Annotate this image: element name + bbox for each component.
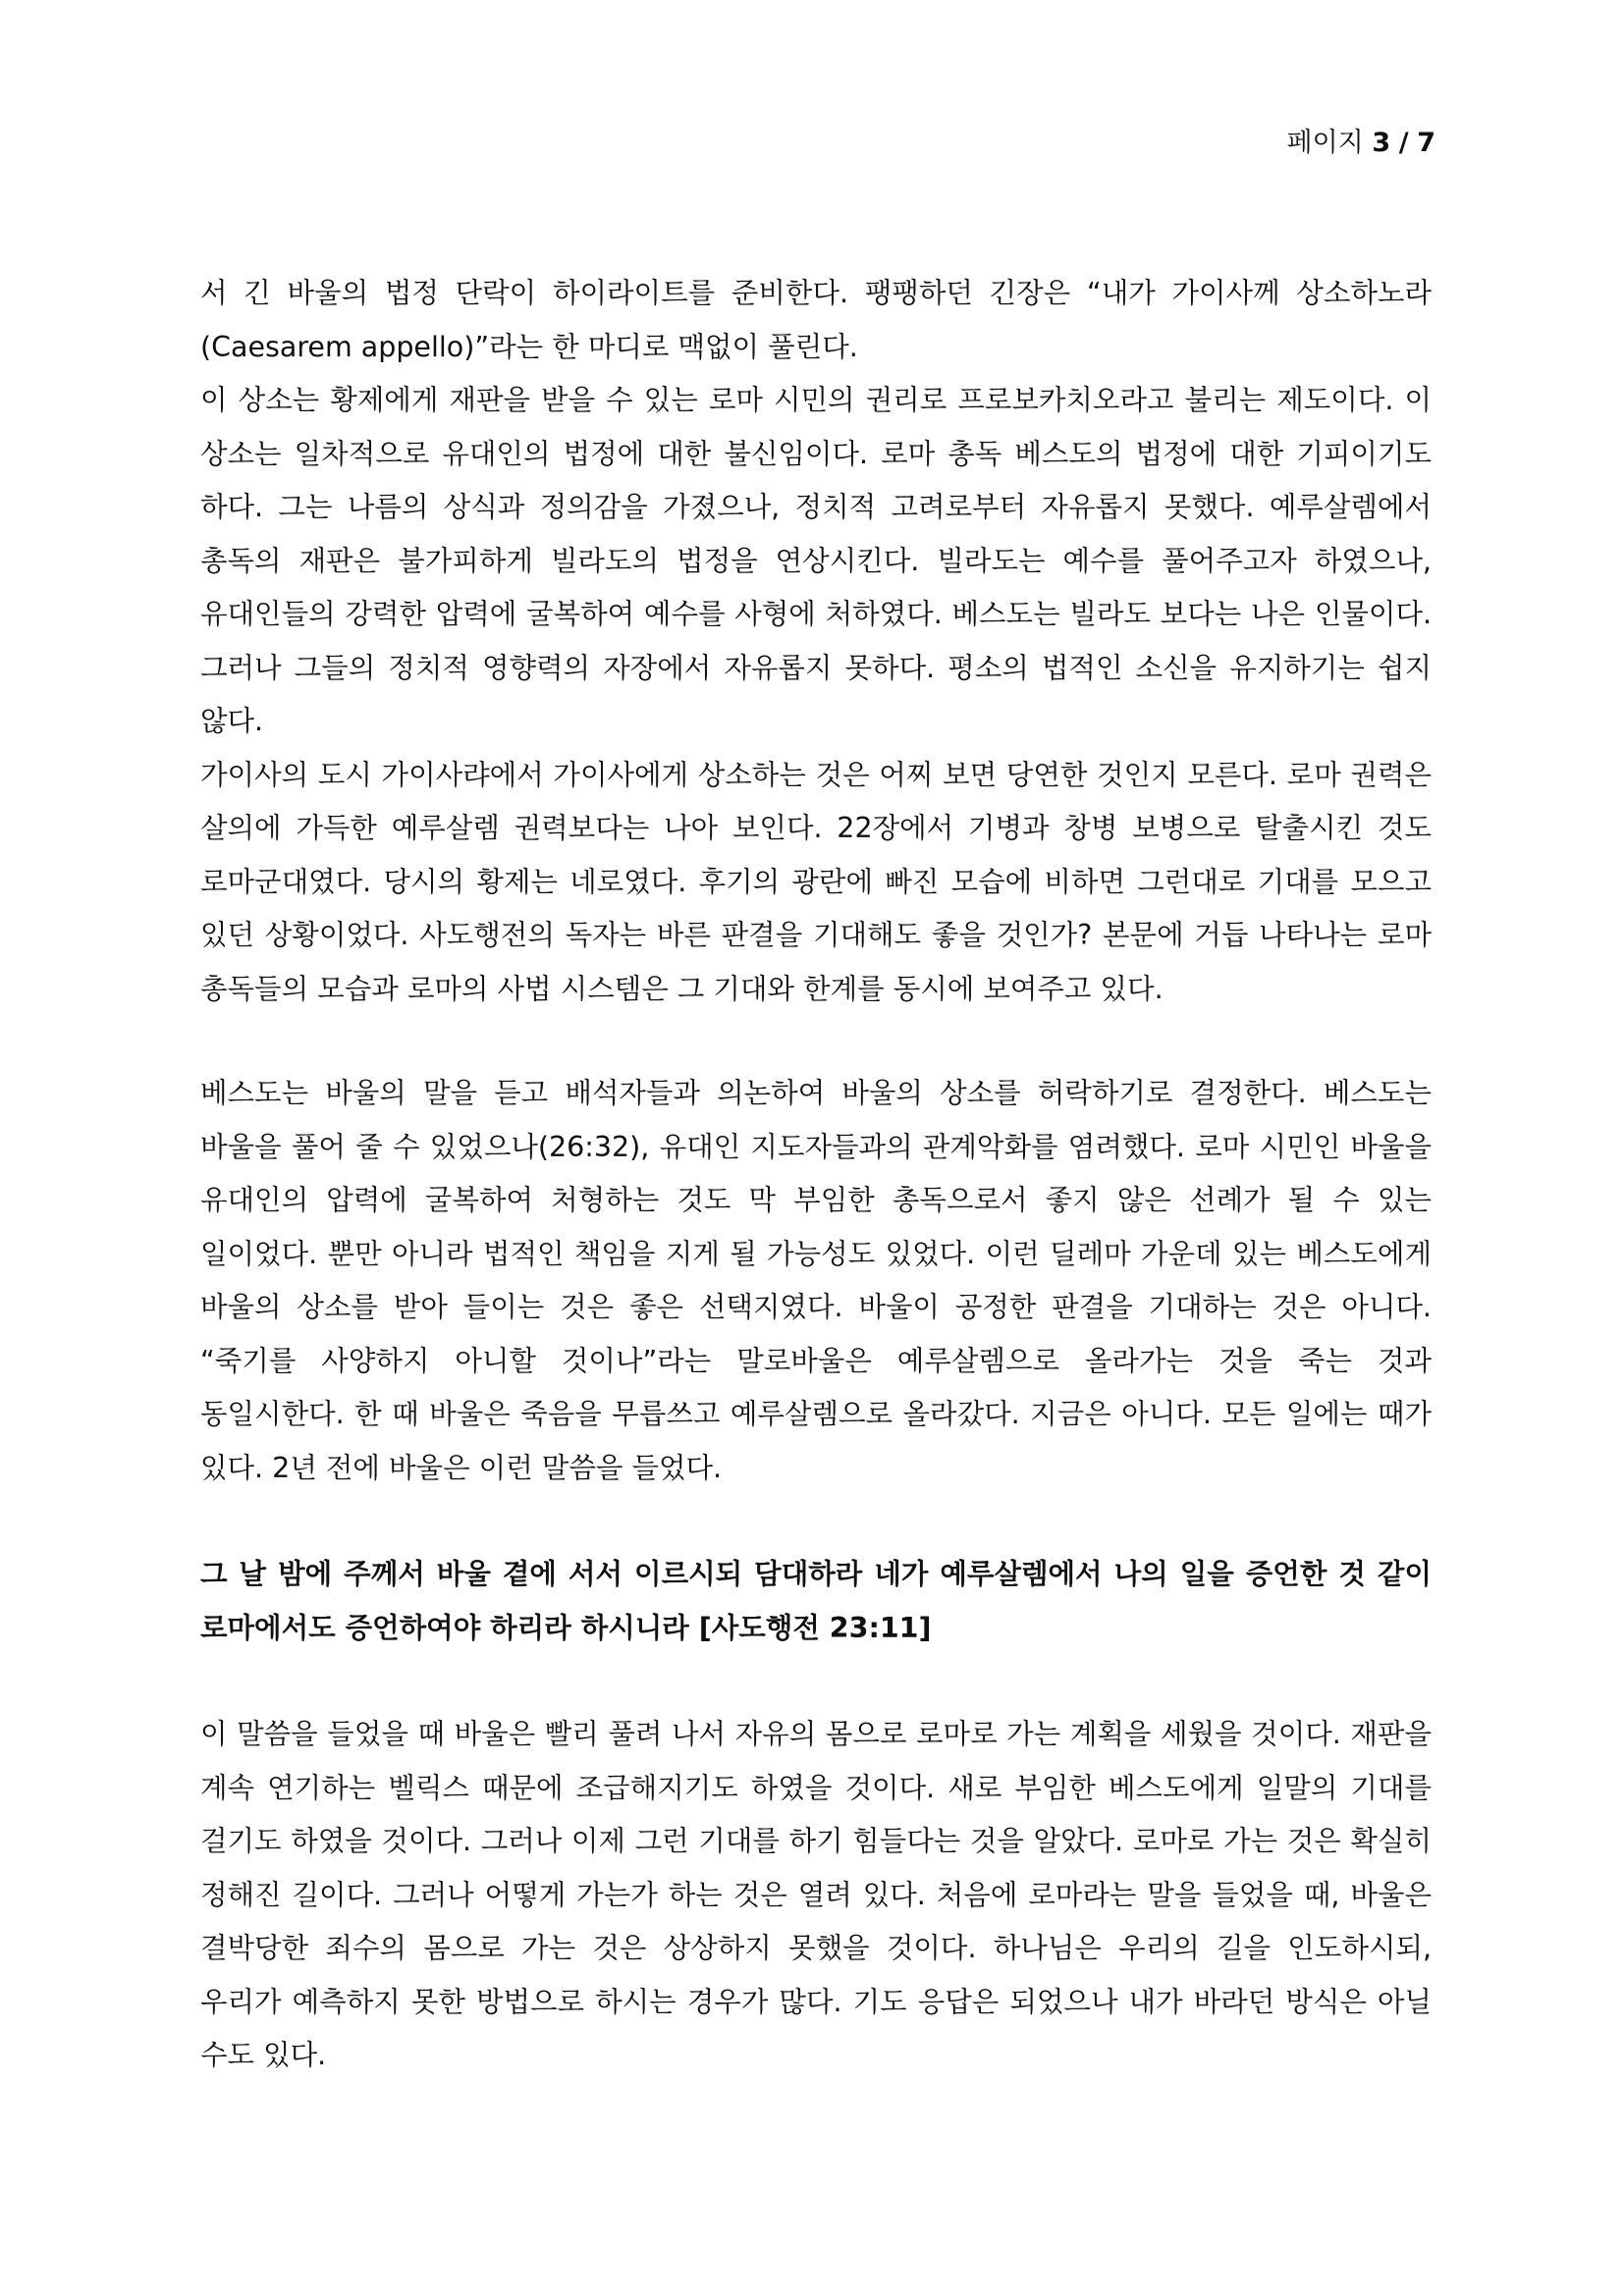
paragraph-1: 서 긴 바울의 법정 단락이 하이라이트를 준비한다. 팽팽하던 긴장은 “내가 가이사께 상소하노라(Caesarem appello)”라는 한 마디로 맥없이 풀린다. bbox=[200, 277, 1432, 363]
current-page-number: 3 bbox=[1372, 128, 1391, 158]
paragraph-4: 베스도는 바울의 말을 듣고 배석자들과 의논하여 바울의 상소를 허락하기로 결정한다. 베스도는 바울을 풀어 줄 수 있었으나(26:32), 유대인 지도자들과의 관계악화를 염려했다. 로마 시민인 바울을 유대인의 압력에 굴복하여 처형하는 것도 막 부임한 총독으로서 좋지 않은 선례가 될 수 있는 일이었다. 뿐만 아니라 법적인 책임을 지게 될 가능성도 있었다. 이런 딜레마 가운데 있는 베스도에게 바울의 상소를 받아 들이는 것은 좋은 선택지였다. 바울이 공정한 판결을 기대하는 것은 아니다. “죽기를 사양하지 아니할 것이나”라는 말로바울은 예루살렘으로 올라가는 것을 죽는 것과 동일시한다. 한 때 바울은 죽음을 무릅쓰고 예루살렘으로 올라갔다. 지금은 아니다. 모든 일에는 때가 있다. 2년 전에 바울은 이런 말씀을 들었다. bbox=[200, 1077, 1432, 1484]
scripture-quote: 그 날 밤에 주께서 바울 곁에 서서 이르시되 담대하라 네가 예루살렘에서 나의 일을 증언한 것 같이 로마에서도 증언하여야 하리라 하시니라 [사도행전 23:11] bbox=[200, 1558, 1432, 1644]
page-label: 페이지 bbox=[1286, 128, 1364, 158]
total-pages-number: 7 bbox=[1417, 128, 1435, 158]
paragraph-5: 이 말씀을 들었을 때 바울은 빨리 풀려 나서 자유의 몸으로 로마로 가는 계획을 세웠을 것이다. 재판을 계속 연기하는 벨릭스 때문에 조급해지기도 하였을 것이다. 새로 부임한 베스도에게 일말의 기대를 걸기도 하였을 것이다. 그러나 이제 그런 기대를 하기 힘들다는 것을 알았다. 로마로 가는 것은 확실히 정해진 길이다. 그러나 어떻게 가는가 하는 것은 열려 있다. 처음에 로마라는 말을 들었을 때, 바울은 결박당한 죄수의 몸으로 가는 것은 상상하지 못했을 것이다. 하나님은 우리의 길을 인도하시되, 우리가 예측하지 못한 방법으로 하시는 경우가 많다. 기도 응답은 되었으나 내가 바라던 방식은 아닐 수도 있다. bbox=[200, 1718, 1432, 2071]
document-body bbox=[200, 267, 1432, 2083]
page-separator: / bbox=[1398, 128, 1409, 158]
paragraph-3: 가이사의 도시 가이사랴에서 가이사에게 상소하는 것은 어찌 보면 당연한 것인지 모른다. 로마 권력은 살의에 가득한 예루살렘 권력보다는 나아 보인다. 22장에서 기병과 창병 보병으로 탈출시킨 것도 로마군대였다. 당시의 황제는 네로였다. 후기의 광란에 빠진 모습에 비하면 그런대로 기대를 모으고 있던 상황이었다. 사도행전의 독자는 바른 판결을 기대해도 좋을 것인가? 본문에 거듭 나타나는 로마 총독들의 모습과 로마의 사법 시스템은 그 기대와 한계를 동시에 보여주고 있다. bbox=[200, 758, 1432, 1005]
page-number bbox=[1287, 126, 1436, 161]
paragraph-2: 이 상소는 황제에게 재판을 받을 수 있는 로마 시민의 권리로 프로보카치오라고 불리는 제도이다. 이 상소는 일차적으로 유대인의 법정에 대한 불신임이다. 로마 총독 베스도의 법정에 대한 기피이기도 하다. 그는 나름의 상식과 정의감을 가졌으나, 정치적 고려로부터 자유롭지 못했다. 예루살렘에서 총독의 재판은 불가피하게 빌라도의 법정을 연상시킨다. 빌라도는 예수를 풀어주고자 하였으나, 유대인들의 강력한 압력에 굴복하여 예수를 사형에 처하였다. 베스도는 빌라도 보다는 나은 인물이다. 그러나 그들의 정치적 영향력의 자장에서 자유롭지 못하다. 평소의 법적인 소신을 유지하기는 쉽지 않다. bbox=[200, 384, 1432, 737]
